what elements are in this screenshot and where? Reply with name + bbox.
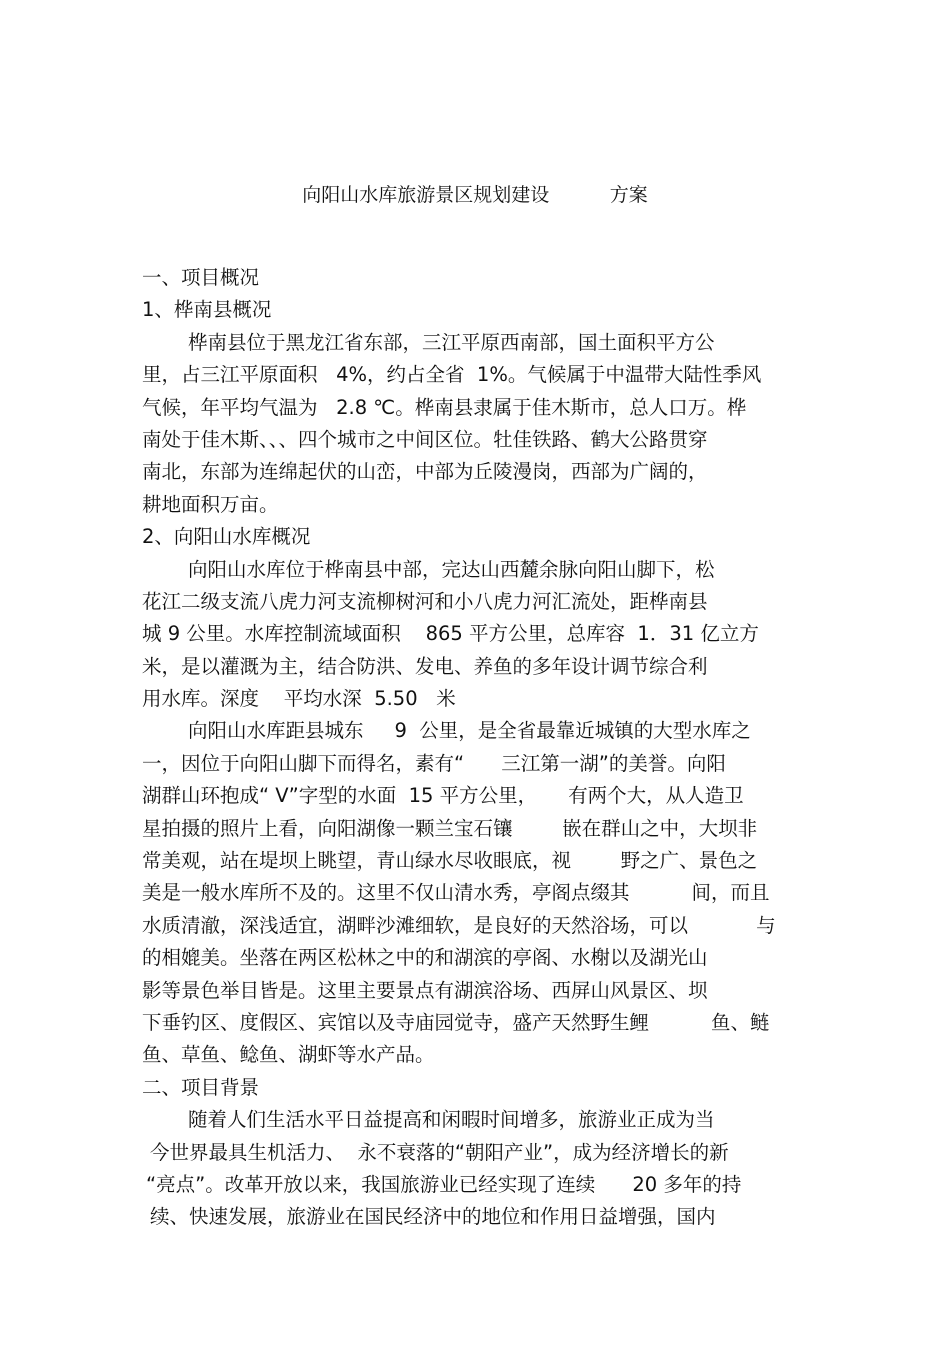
- paragraph-line: 南北，东部为连绵起伏的山峦，中部为丘陵漫岗，西部为广阔的，: [142, 460, 708, 484]
- paragraph-line: 下垂钓区、度假区、宾馆以及寺庙园觉寺，盛产天然野生鲤 鱼、鲢: [142, 1010, 770, 1034]
- page-title: 向阳山水库旅游景区规划建设 方案: [302, 184, 648, 206]
- paragraph-line: 美是一般水库所不及的。这里不仅山清水秀，亭阁点缀其 间，而且: [142, 881, 770, 905]
- paragraph-line: 星拍摄的照片上看，向阳湖像一颗兰宝石镶 嵌在群山之中，大坝非: [142, 816, 758, 840]
- paragraph-line: 里，占三江平原面积 4%，约占全省 1%。气候属于中温带大陆性季风: [142, 363, 762, 387]
- paragraph-line: 随着人们生活水平日益提高和闲暇时间增多，旅游业正成为当: [188, 1108, 715, 1132]
- paragraph-line: 米，是以灌溉为主，结合防洪、发电、养鱼的多年设计调节综合利: [142, 654, 708, 678]
- paragraph-line: 的相媲美。坐落在两区松林之中的和湖滨的亭阁、水榭以及湖光山: [142, 946, 708, 970]
- paragraph-line: 桦南县位于黑龙江省东部，三江平原西南部，国土面积平方公: [188, 330, 715, 354]
- paragraph-line: 向阳山水库距县城东 9 公里，是全省最靠近城镇的大型水库之: [188, 719, 751, 743]
- paragraph-line: 今世界最具生机活力、 永不衰落的“朝阳产业”，成为经济增长的新: [150, 1140, 729, 1164]
- paragraph-line: 鱼、草鱼、鲶鱼、湖虾等水产品。: [142, 1043, 435, 1067]
- paragraph-line: 影等景色举目皆是。这里主要景点有湖滨浴场、西屏山风景区、坝: [142, 978, 708, 1002]
- section-heading: 二、项目背景: [142, 1075, 260, 1099]
- subsection-heading: 2、向阳山水库概况: [142, 525, 311, 549]
- paragraph-line: 向阳山水库位于桦南县中部，完达山西麓余脉向阳山脚下，松: [188, 557, 715, 581]
- document-body: [142, 262, 812, 1234]
- subsection-heading: 1、桦南县概况: [142, 298, 272, 322]
- paragraph-line: 一，因位于向阳山脚下而得名，素有“ 三江第一湖”的美誉。向阳: [142, 751, 726, 775]
- paragraph-line: 南处于佳木斯、、、四个城市之中间区位。牡佳铁路、鹤大公路贯穿: [142, 427, 708, 451]
- paragraph-line: 气候，年平均气温为 2.8 ℃。桦南县隶属于佳木斯市，总人口万。桦: [142, 395, 747, 419]
- paragraph-line: “亮点”。改革开放以来，我国旅游业已经实现了连续 20 多年的持: [146, 1172, 742, 1196]
- paragraph-line: 续、快速发展，旅游业在国民经济中的地位和作用日益增强，国内: [150, 1205, 716, 1229]
- paragraph-line: 常美观，站在堤坝上眺望，青山绿水尽收眼底，视 野之广、景色之: [142, 849, 758, 873]
- paragraph-line: 城 9 公里。水库控制流域面积 865 平方公里，总库容 1．31 亿立方: [142, 622, 759, 646]
- paragraph-line: 花江二级支流八虎力河支流柳树河和小八虎力河汇流处，距桦南县: [142, 589, 708, 613]
- paragraph-line: 湖群山环抱成“ V”字型的水面 15 平方公里， 有两个大，从人造卫: [142, 784, 744, 808]
- paragraph-line: 用水库。深度 平均水深 5.50 米: [142, 687, 456, 711]
- paragraph-line: 水质清澈，深浅适宜，湖畔沙滩细软，是良好的天然浴场，可以 与: [142, 913, 776, 937]
- section-heading: 一、项目概况: [142, 266, 260, 289]
- paragraph-line: 耕地面积万亩。: [142, 492, 279, 516]
